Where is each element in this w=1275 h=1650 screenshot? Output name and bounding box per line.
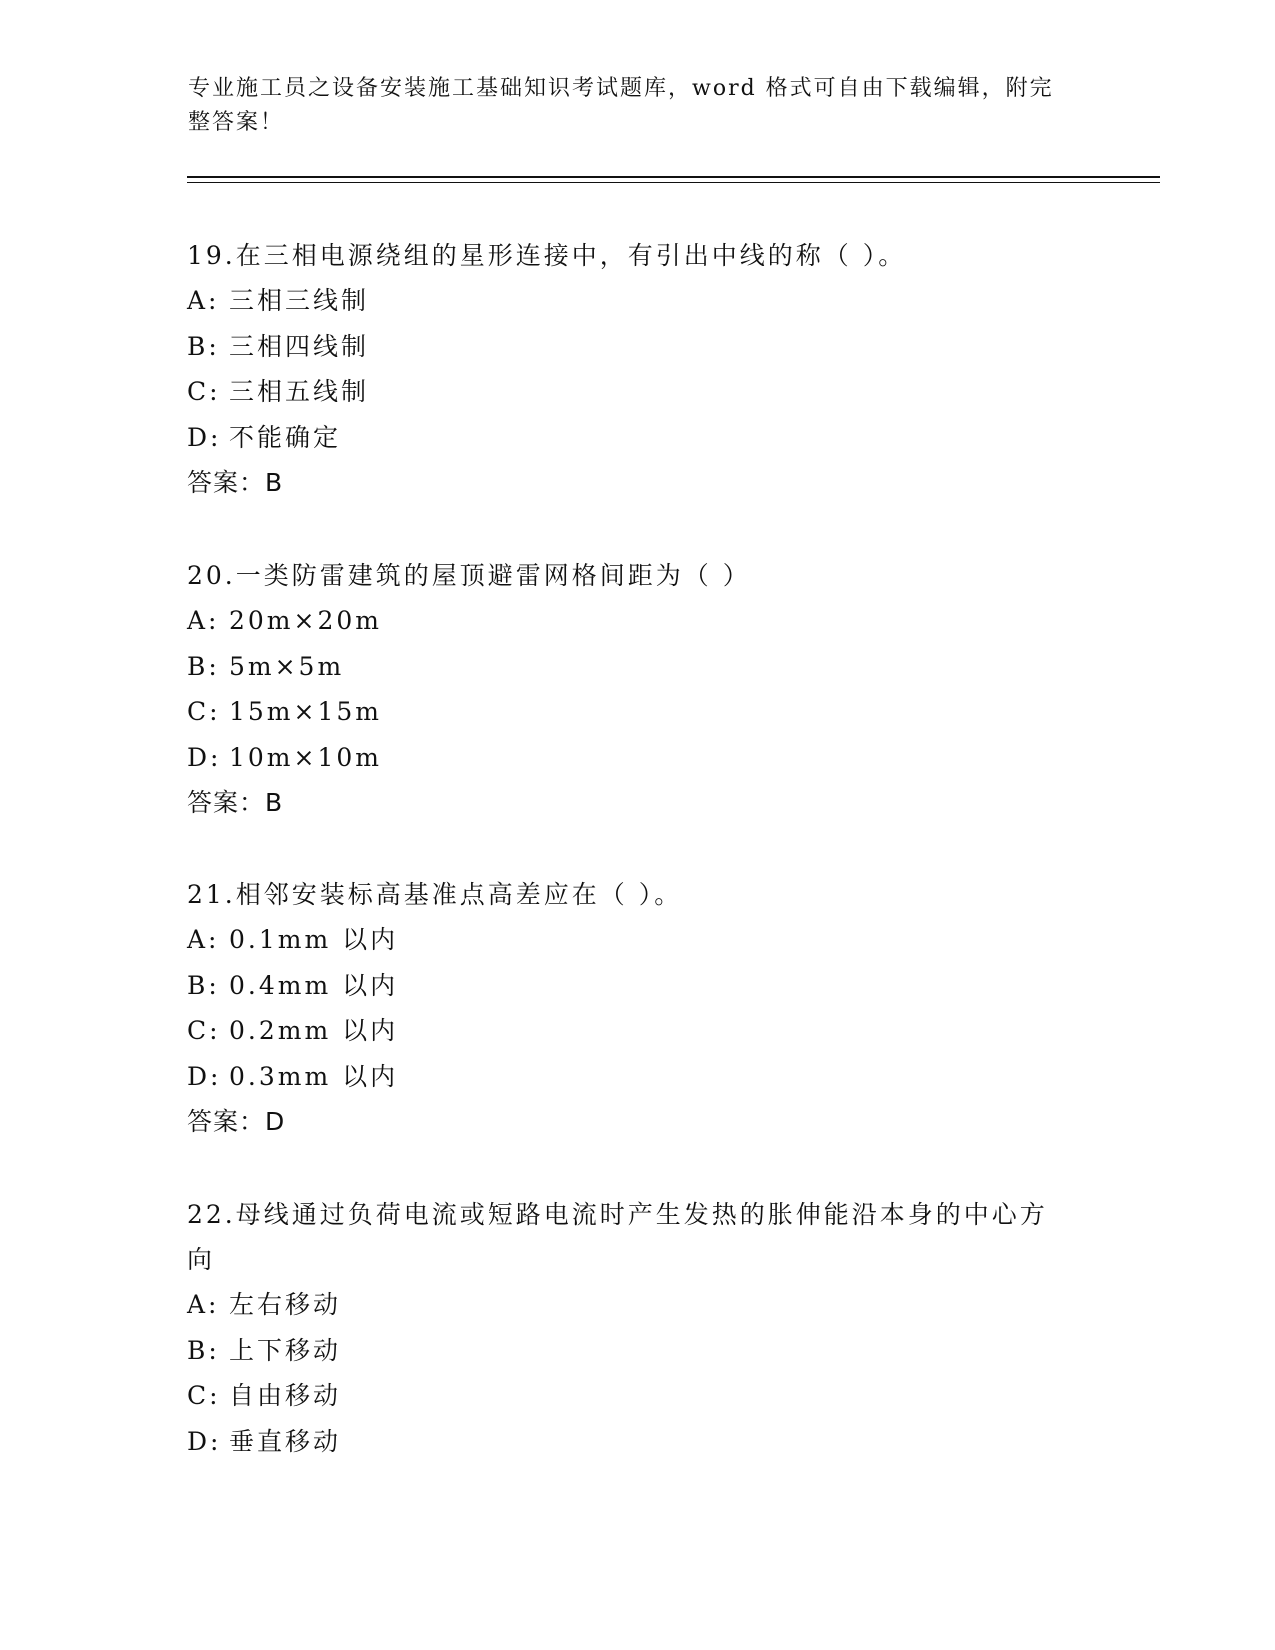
option-letter: D: [187,742,222,772]
question-19 [187,233,1087,505]
option-letter: B: [187,651,220,681]
option-letter: C: [187,1381,221,1410]
question-stem: 20.一类防雷建筑的屋顶避雷网格间距为（ ） [187,561,751,590]
option-text: 0.3mm 以内 [229,1061,399,1091]
option-text: 不能确定 [229,422,342,452]
option-letter: D: [187,422,222,452]
option-letter: A: [187,286,220,315]
option-b [187,1328,1087,1374]
option-text: 0.2mm 以内 [229,1016,399,1045]
option-letter: B: [187,331,220,361]
option-b [187,644,1087,690]
option-a [187,598,1087,644]
question-22 [187,1192,1087,1464]
option-letter: D: [187,1061,222,1091]
option-text: 自由移动 [229,1381,342,1410]
question-stem: 21.相邻安装标高基准点高差应在（ ）。 [187,880,683,909]
option-text: 20m×20m [229,606,382,635]
option-b [187,324,1087,370]
answer-line: 答案：B [187,788,284,817]
option-c [187,689,1087,735]
option-letter: A: [187,925,220,954]
option-letter: B: [187,970,220,1000]
option-c [187,1008,1087,1054]
header-divider-thick [187,176,1160,178]
option-letter: B: [187,1335,220,1365]
option-text: 三相五线制 [229,377,370,406]
header-divider-thin [187,182,1160,183]
option-d [187,735,1087,781]
option-c [187,369,1087,415]
option-text: 15m×15m [229,697,382,726]
answer-line: 答案：B [187,468,284,497]
option-letter: C: [187,1016,221,1045]
option-d [187,415,1087,461]
option-text: 10m×10m [229,742,382,772]
option-letter: D: [187,1426,222,1456]
option-c [187,1373,1087,1419]
option-text: 上下移动 [229,1335,342,1365]
option-text: 5m×5m [229,651,345,681]
option-letter: C: [187,377,221,406]
option-text: 左右移动 [229,1290,342,1319]
question-stem: 22.母线通过负荷电流或短路电流时产生发热的胀伸能沿本身的中心方向 [187,1200,1048,1274]
option-letter: A: [187,1290,220,1319]
question-20 [187,553,1087,825]
answer-line: 答案：D [187,1107,286,1136]
option-b [187,963,1087,1009]
option-text: 垂直移动 [229,1426,342,1456]
option-text: 0.4mm 以内 [229,970,399,1000]
option-a [187,917,1087,963]
option-d [187,1054,1087,1100]
question-stem: 19.在三相电源绕组的星形连接中，有引出中线的称（ ）。 [187,241,907,270]
option-letter: C: [187,697,221,726]
option-a [187,1282,1087,1328]
question-21 [187,872,1087,1144]
option-a [187,278,1087,324]
option-letter: A: [187,606,220,635]
option-text: 0.1mm 以内 [229,925,399,954]
document-header: 专业施工员之设备安装施工基础知识考试题库，word 格式可自由下载编辑，附完整答案！ [188,76,1054,135]
option-text: 三相四线制 [229,331,370,361]
option-text: 三相三线制 [229,286,370,315]
option-d [187,1419,1087,1465]
